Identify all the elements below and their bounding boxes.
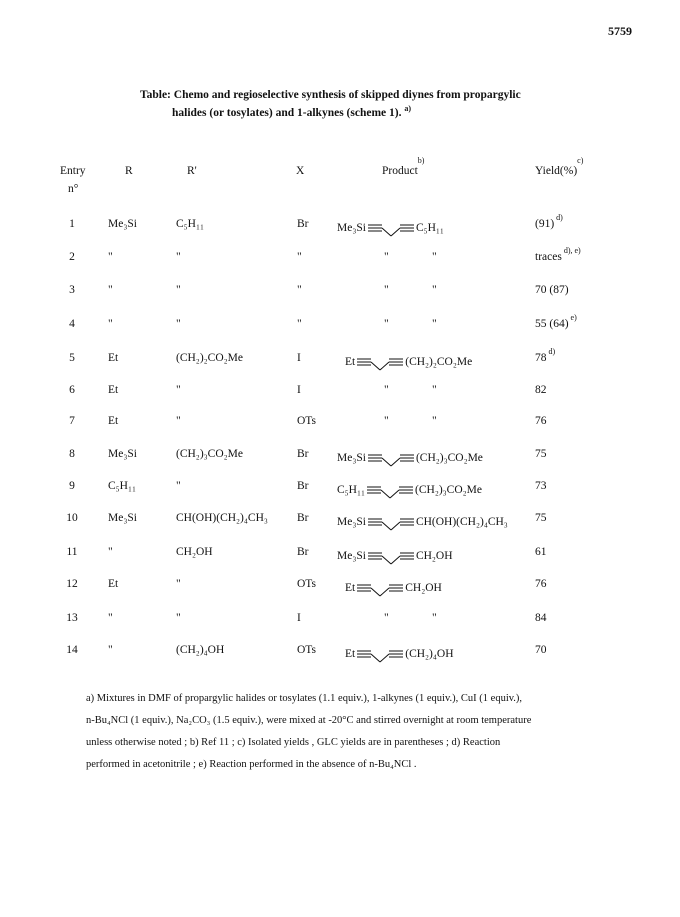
yield-value: (91) [535, 218, 555, 230]
leaving-group: I [297, 612, 301, 624]
product-left-group: Et [345, 356, 356, 368]
table-row [0, 384, 680, 404]
r-prime-group: " [176, 480, 181, 492]
entry-number: 8 [69, 448, 75, 460]
product-right-group: (CH₂)₂CO₂Me [405, 356, 473, 368]
entry-number: 4 [69, 318, 75, 330]
product-structure [337, 510, 508, 534]
yield-value: 73 [535, 480, 547, 492]
footnotes [86, 688, 626, 776]
table-row [0, 313, 680, 338]
header-product-note: b) [417, 156, 425, 166]
yield-footnote: d), e) [563, 246, 581, 255]
table-row [0, 578, 680, 598]
r-prime-group: " [176, 251, 181, 263]
yield-cell [535, 213, 563, 230]
header-entry-no: n° [68, 183, 79, 195]
leaving-group: I [297, 384, 301, 396]
table-row [0, 347, 680, 372]
product-ditto-left: " [384, 318, 389, 330]
leaving-group: Br [297, 480, 309, 492]
table-row [0, 546, 680, 566]
table-row [0, 644, 680, 664]
header-r: R [125, 165, 133, 177]
product-structure [337, 216, 444, 240]
entry-number: 10 [66, 512, 78, 524]
header-yield-note: c) [577, 156, 584, 166]
caption-line2: halides (or tosylates) and 1-alkynes (scheme 1). [172, 107, 402, 119]
entry-number: 7 [69, 415, 75, 427]
header-x: X [296, 165, 305, 177]
caption-line1: Chemo and regioselective synthesis of skipped diynes from propargylic [173, 89, 521, 101]
product-structure [345, 576, 442, 600]
product-right-group: (CH₂)₄OH [405, 648, 454, 660]
yield-cell [535, 480, 547, 492]
product-ditto-left: " [384, 612, 389, 624]
yield-value: 75 [535, 448, 547, 460]
r-prime-group: (CH₂)₂CO₂Me [176, 352, 243, 364]
yield-cell [535, 347, 556, 364]
r-group: Me₃Si [108, 512, 137, 524]
product-ditto-left: " [384, 415, 389, 427]
product-ditto-left: " [384, 251, 389, 263]
table-row [0, 612, 680, 632]
caption-label: Table: [140, 89, 171, 101]
product-ditto-right: " [432, 384, 437, 396]
leaving-group: Br [297, 218, 309, 230]
yield-value: 75 [535, 512, 547, 524]
yield-value: 70 [535, 644, 547, 656]
leaving-group: OTs [297, 578, 317, 590]
yield-footnote: e) [570, 313, 577, 322]
leaving-group: Br [297, 512, 309, 524]
yield-value: 76 [535, 578, 547, 590]
entry-number: 5 [69, 352, 75, 364]
product-structure [337, 446, 483, 470]
product-structure [345, 350, 472, 374]
r-group: Et [108, 352, 119, 364]
product-ditto-left: " [384, 284, 389, 296]
r-prime-group: " [176, 318, 181, 330]
yield-value: 70 (87) [535, 284, 569, 296]
r-prime-group: C₅H₁₁ [176, 218, 205, 230]
product-ditto-right: " [432, 612, 437, 624]
yield-cell [535, 578, 547, 590]
leaving-group: Br [297, 546, 309, 558]
leaving-group: I [297, 352, 301, 364]
r-group: C₅H₁₁ [108, 480, 137, 492]
r-prime-group: " [176, 612, 181, 624]
table-caption [140, 86, 560, 122]
table-row [0, 284, 680, 304]
product-ditto-right: " [432, 284, 437, 296]
table-row [0, 480, 680, 500]
r-group: " [108, 284, 113, 296]
product-right-group: C₅H₁₁ [415, 222, 444, 234]
leaving-group: " [297, 318, 302, 330]
page-number: 5759 [608, 24, 632, 38]
r-group: " [108, 612, 113, 624]
product-right-group: CH₂OH [415, 550, 453, 562]
product-left-group: Et [345, 648, 356, 660]
product-right-group: (CH₂)₃CO₂Me [415, 484, 482, 496]
header-product-label: Product [382, 165, 418, 177]
leaving-group: " [297, 251, 302, 263]
r-group: Et [108, 578, 119, 590]
table-row [0, 213, 680, 238]
r-prime-group: (CH₂)₄OH [176, 644, 225, 656]
leaving-group: OTs [297, 644, 317, 656]
yield-cell [535, 612, 547, 624]
product-left-group: Me₃Si [337, 516, 366, 528]
yield-cell [535, 546, 547, 558]
product-left-group: Me₃Si [337, 452, 366, 464]
r-prime-group: " [176, 415, 181, 427]
yield-value: 84 [535, 612, 547, 624]
r-prime-group: " [176, 578, 181, 590]
product-structure [345, 642, 454, 666]
yield-cell [535, 644, 547, 656]
entry-number: 6 [69, 384, 75, 396]
yield-cell [535, 512, 547, 524]
header-r-prime: R' [187, 165, 197, 177]
product-ditto-right: " [432, 251, 437, 263]
table-row [0, 246, 680, 271]
r-prime-group: " [176, 384, 181, 396]
r-prime-group: " [176, 284, 181, 296]
r-prime-group: CH₂OH [176, 546, 213, 558]
yield-cell [535, 415, 547, 427]
product-left-group: Et [345, 582, 356, 594]
entry-number: 14 [66, 644, 78, 656]
product-ditto-right: " [432, 318, 437, 330]
product-left-group: Me₃Si [337, 550, 366, 562]
yield-value: 61 [535, 546, 547, 558]
product-left-group: Me₃Si [337, 222, 366, 234]
yield-cell [535, 384, 547, 396]
leaving-group: OTs [297, 415, 317, 427]
leaving-group: Br [297, 448, 309, 460]
r-group: Me₃Si [108, 448, 137, 460]
header-yield-label: Yield(%) [535, 165, 578, 177]
product-structure [337, 478, 482, 502]
entry-number: 1 [69, 218, 75, 230]
yield-value: traces [535, 251, 562, 263]
header-yield [535, 156, 584, 177]
product-right-group: (CH₂)₃CO₂Me [415, 452, 483, 464]
yield-cell [535, 246, 581, 263]
table-row [0, 512, 680, 532]
footnote-line2: n-Bu₄NCl (1 equiv.), Na₂CO₃ (1.5 equiv.), were mixed at -20°C and stirred overnight at room temperature [86, 715, 532, 726]
product-structure [337, 544, 453, 568]
entry-number: 9 [69, 480, 75, 492]
yield-value: 82 [535, 384, 547, 396]
product-ditto-left: " [384, 384, 389, 396]
r-group: " [108, 318, 113, 330]
yield-value: 55 (64) [535, 318, 569, 330]
yield-cell [535, 313, 577, 330]
caption-note: a) [404, 104, 412, 114]
r-prime-group: CH(OH)(CH₂)₄CH₃ [176, 512, 268, 524]
leaving-group: " [297, 284, 302, 296]
entry-number: 11 [66, 546, 78, 558]
product-left-group: C₅H₁₁ [337, 484, 366, 496]
yield-cell [535, 448, 547, 460]
product-right-group: CH(OH)(CH₂)₄CH₃ [415, 516, 508, 528]
r-group: " [108, 644, 113, 656]
yield-footnote: d) [556, 213, 563, 222]
entry-number: 3 [69, 284, 75, 296]
r-group: " [108, 251, 113, 263]
header-entry: Entry [60, 165, 86, 177]
r-group: Me₃Si [108, 218, 137, 230]
r-group: Et [108, 384, 119, 396]
yield-value: 78 [535, 352, 547, 364]
yield-value: 76 [535, 415, 547, 427]
footnote-line1: a) Mixtures in DMF of propargylic halides or tosylates (1.1 equiv.), 1-alkynes (1 equiv.), CuI (1 equiv.), [86, 693, 523, 704]
entry-number: 12 [66, 578, 78, 590]
product-ditto-right: " [432, 415, 437, 427]
product-right-group: CH₂OH [405, 582, 442, 594]
r-group: Et [108, 415, 119, 427]
footnote-line3: unless otherwise noted ; b) Ref 11 ; c) Isolated yields , GLC yields are in parentheses ; d) Reaction [86, 737, 501, 748]
yield-footnote: d) [548, 347, 556, 356]
yield-cell [535, 284, 569, 296]
table-row [0, 415, 680, 435]
r-group: " [108, 546, 113, 558]
entry-number: 2 [69, 251, 75, 263]
r-prime-group: (CH₂)₃CO₂Me [176, 448, 243, 460]
footnote-line4: performed in acetonitrile ; e) Reaction performed in the absence of n-Bu₄NCl . [86, 759, 417, 770]
header-product [382, 156, 425, 177]
table-row [0, 448, 680, 468]
entry-number: 13 [66, 612, 78, 624]
